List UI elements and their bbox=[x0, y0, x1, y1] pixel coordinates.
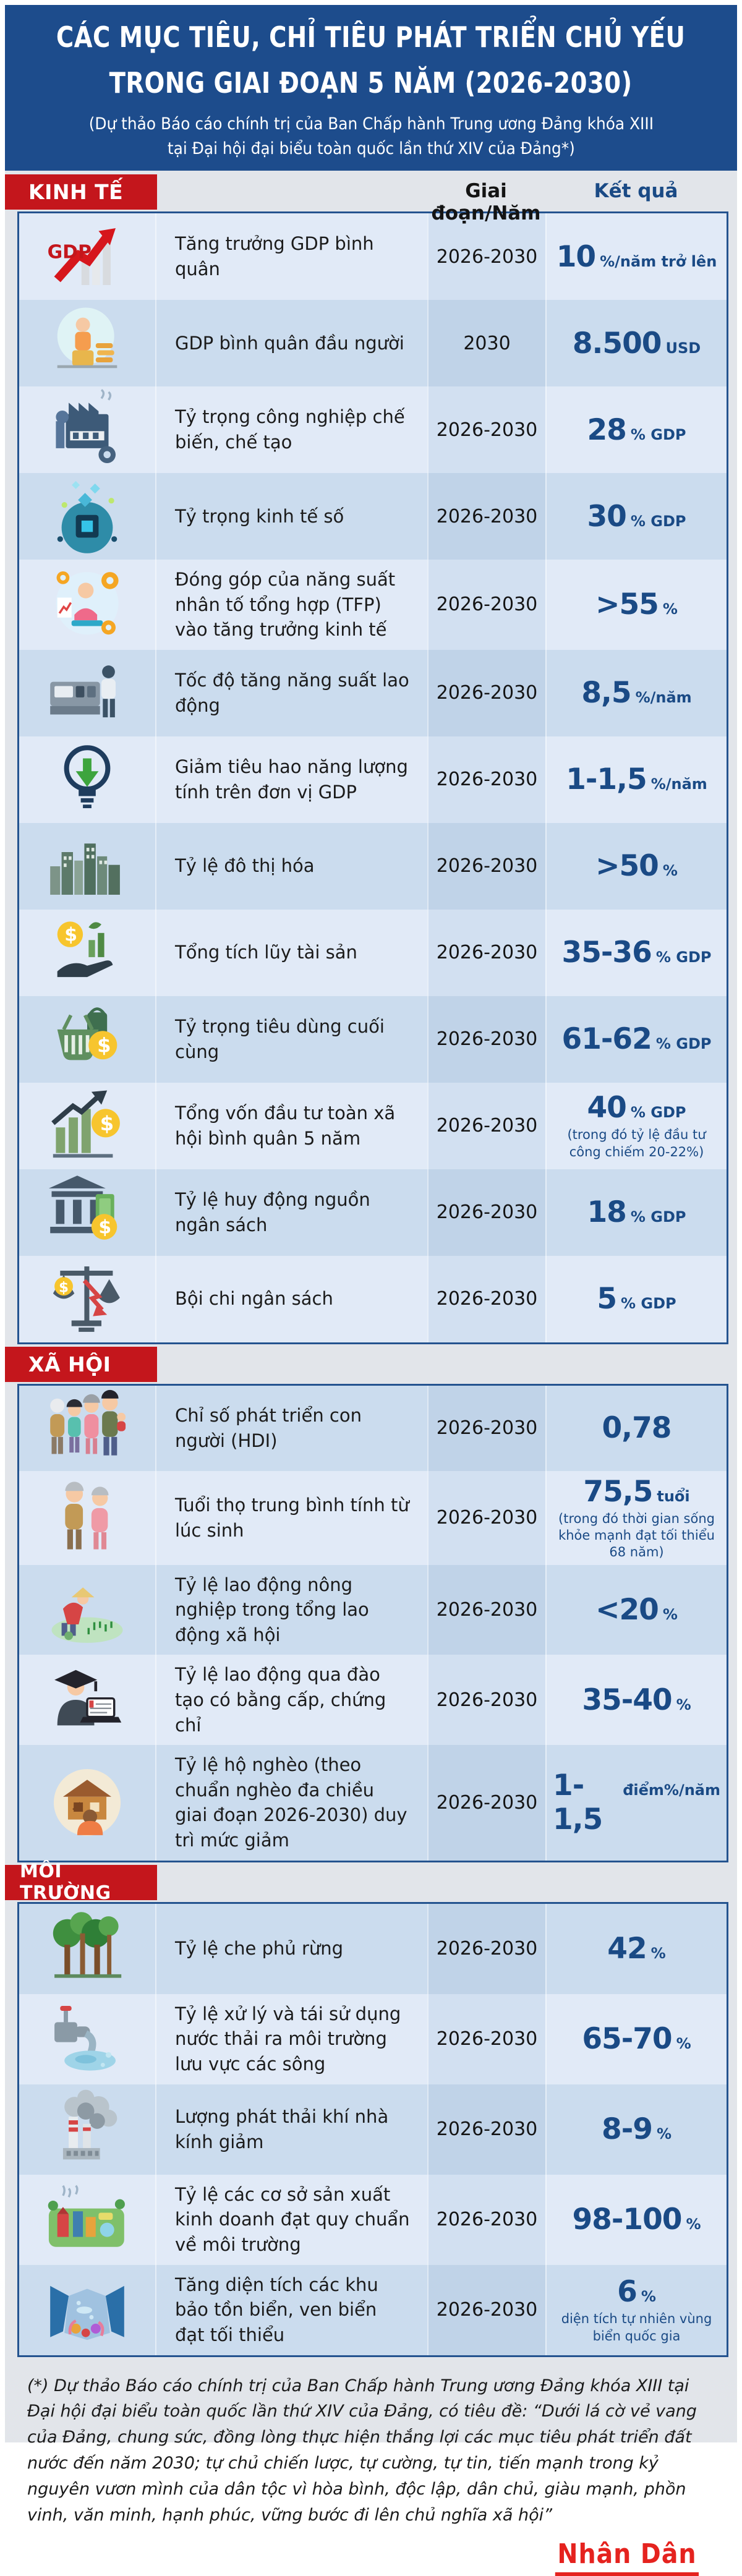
result-main bbox=[587, 1091, 686, 1125]
label-cell bbox=[155, 1083, 427, 1169]
table-row bbox=[19, 1386, 727, 1471]
label-cell bbox=[155, 213, 427, 300]
svg-text:$: $ bbox=[64, 924, 78, 946]
result-unit: % GDP bbox=[655, 1035, 712, 1053]
indicator-label: Tỷ lệ lao động qua đào tạo có bằng cấp, chứng chỉ bbox=[175, 1664, 386, 1736]
result-cell bbox=[545, 1565, 727, 1655]
result-main bbox=[587, 500, 686, 534]
period-value: 2030 bbox=[463, 332, 511, 354]
page-title-line2: TRONG GIAI ĐOẠN 5 NĂM (2026-2030) bbox=[109, 66, 633, 100]
period-cell bbox=[427, 560, 545, 650]
result-value: 40 bbox=[587, 1091, 626, 1125]
period-cell bbox=[427, 386, 545, 473]
result-value: 8.500 bbox=[572, 326, 662, 360]
period-cell bbox=[427, 736, 545, 823]
icon-cell bbox=[19, 1169, 155, 1256]
table-row bbox=[19, 1565, 727, 1655]
result-main bbox=[582, 2022, 691, 2056]
result-main bbox=[573, 326, 701, 360]
section-title: MÔI TRƯỜNG bbox=[20, 1861, 111, 1904]
period-cell bbox=[427, 1994, 545, 2084]
indicator-label: Tỷ lệ đô thị hóa bbox=[175, 855, 315, 877]
period-cell bbox=[427, 1386, 545, 1471]
result-main bbox=[587, 413, 686, 447]
result-unit: % GDP bbox=[630, 512, 686, 530]
result-main bbox=[582, 1683, 691, 1717]
icon-cell bbox=[19, 1655, 155, 1745]
period-cell bbox=[427, 1083, 545, 1169]
section-kinh-te bbox=[5, 174, 737, 1344]
column-header-period: Giai đoạn/Năm bbox=[431, 180, 541, 224]
indicator-label: Lượng phát thải khí nhà kính giảm bbox=[175, 2106, 389, 2152]
label-cell bbox=[155, 1471, 427, 1565]
result-main bbox=[607, 1932, 665, 1966]
result-main bbox=[595, 587, 678, 621]
label-cell bbox=[155, 2084, 427, 2175]
indicator-label: Tỷ lệ hộ nghèo (theo chuẩn nghèo đa chiều giai đoạn 2026-2030) duy trì mức giảm bbox=[175, 1754, 407, 1851]
period-value: 2026-2030 bbox=[436, 1507, 538, 1529]
wastewater-icon bbox=[45, 1997, 130, 2082]
urbanization-icon bbox=[45, 824, 130, 909]
icon-cell bbox=[19, 1256, 155, 1342]
result-cell bbox=[545, 386, 727, 473]
life-expectancy-icon bbox=[45, 1475, 130, 1561]
indicator-label: Tăng trưởng GDP bình quân bbox=[175, 233, 374, 279]
consumption-icon bbox=[45, 997, 130, 1082]
section-badge bbox=[5, 1861, 157, 1904]
icon-cell bbox=[19, 560, 155, 650]
icon-cell bbox=[19, 736, 155, 823]
indicator-label: Tỷ trọng tiêu dùng cuối cùng bbox=[175, 1016, 385, 1062]
period-value: 2026-2030 bbox=[436, 1938, 538, 1960]
indicator-label: Bội chi ngân sách bbox=[175, 1288, 333, 1310]
section-badge bbox=[5, 1347, 157, 1382]
result-cell bbox=[545, 996, 727, 1083]
forest-icon bbox=[45, 1906, 130, 1992]
state-budget-icon bbox=[45, 1170, 130, 1255]
period-value: 2026-2030 bbox=[436, 505, 538, 527]
icon-cell bbox=[19, 2175, 155, 2265]
result-unit: % bbox=[662, 862, 678, 880]
sections-container bbox=[5, 174, 737, 2357]
result-unit: % GDP bbox=[630, 1104, 686, 1122]
result-unit: % bbox=[662, 1606, 678, 1624]
section-head bbox=[5, 1861, 737, 1904]
result-value: 75,5 bbox=[583, 1474, 653, 1509]
result-cell bbox=[545, 1994, 727, 2084]
result-value: 65-70 bbox=[582, 2022, 672, 2057]
result-main bbox=[595, 1593, 678, 1627]
indicator-label: Tỷ lệ che phủ rừng bbox=[175, 1938, 344, 1960]
result-main bbox=[583, 1475, 689, 1509]
label-cell bbox=[155, 1386, 427, 1471]
period-value: 2026-2030 bbox=[436, 2028, 538, 2050]
table-row bbox=[19, 1471, 727, 1565]
icon-cell bbox=[19, 386, 155, 473]
result-unit: %/năm trở lên bbox=[600, 252, 717, 270]
indicator-label: Tỷ trọng công nghiệp chế biến, chế tạo bbox=[175, 406, 405, 453]
icon-cell bbox=[19, 823, 155, 910]
period-value: 2026-2030 bbox=[436, 1599, 538, 1621]
result-value: 28 bbox=[587, 412, 626, 447]
page-subtitle bbox=[88, 112, 653, 160]
result-unit: % GDP bbox=[655, 949, 712, 966]
logo-row bbox=[27, 2538, 699, 2576]
icon-cell bbox=[19, 473, 155, 560]
period-value: 2026-2030 bbox=[436, 1201, 538, 1224]
result-cell bbox=[545, 2084, 727, 2175]
period-value: 2026-2030 bbox=[436, 1689, 538, 1711]
result-main bbox=[597, 1282, 676, 1316]
table-row bbox=[19, 736, 727, 823]
label-cell bbox=[155, 2175, 427, 2265]
table-row bbox=[19, 996, 727, 1083]
result-value: 35-36 bbox=[561, 936, 652, 970]
period-cell bbox=[427, 213, 545, 300]
icon-cell bbox=[19, 1386, 155, 1471]
table-row bbox=[19, 300, 727, 386]
footer bbox=[5, 2357, 737, 2576]
poor-household-icon bbox=[45, 1760, 130, 1845]
label-cell bbox=[155, 2265, 427, 2355]
icon-cell bbox=[19, 1471, 155, 1565]
result-unit: % GDP bbox=[630, 1208, 686, 1226]
energy-saving-icon bbox=[45, 737, 130, 822]
table-row bbox=[19, 1655, 727, 1745]
result-unit: % bbox=[641, 2288, 656, 2306]
result-main bbox=[587, 1195, 686, 1229]
table-row bbox=[19, 2175, 727, 2265]
table-row bbox=[19, 2084, 727, 2175]
page-subtitle-line2: tại Đại hội đại biểu toàn quốc lần thứ XIV của Đảng*) bbox=[167, 139, 575, 158]
result-main bbox=[572, 2203, 701, 2237]
hdi-family-icon bbox=[45, 1386, 130, 1471]
period-cell bbox=[427, 2265, 545, 2355]
section-head bbox=[5, 174, 737, 224]
result-value: 8,5 bbox=[581, 676, 631, 710]
label-cell bbox=[155, 560, 427, 650]
section-xa-hoi bbox=[5, 1347, 737, 1862]
period-cell bbox=[427, 1256, 545, 1342]
result-value: 61-62 bbox=[561, 1022, 652, 1057]
table-row bbox=[19, 1256, 727, 1342]
header bbox=[5, 5, 737, 171]
result-value: 42 bbox=[607, 1932, 647, 1966]
icon-cell bbox=[19, 1083, 155, 1169]
result-cell bbox=[545, 2265, 727, 2355]
result-value: 8-9 bbox=[602, 2112, 652, 2147]
result-cell bbox=[545, 910, 727, 996]
label-cell bbox=[155, 473, 427, 560]
investment-icon bbox=[45, 1083, 130, 1169]
icon-cell bbox=[19, 213, 155, 300]
indicator-label: Tỷ lệ lao động nông nghiệp trong tổng lao động xã hội bbox=[175, 1574, 369, 1645]
result-cell bbox=[545, 1083, 727, 1169]
result-unit: %/năm bbox=[650, 775, 707, 793]
nhandan-logo: Nhân Dân bbox=[555, 2538, 699, 2576]
result-cell bbox=[545, 736, 727, 823]
table-row bbox=[19, 910, 727, 996]
section-head bbox=[5, 1347, 737, 1384]
section-title: XÃ HỘI bbox=[28, 1352, 111, 1376]
label-cell bbox=[155, 1655, 427, 1745]
svg-text:$: $ bbox=[98, 1216, 112, 1239]
result-cell bbox=[545, 1745, 727, 1860]
indicator-label: Tốc độ tăng năng suất lao động bbox=[175, 670, 409, 716]
indicator-label: Tăng diện tích các khu bảo tồn biển, ven biển đạt tối thiểu bbox=[175, 2274, 378, 2345]
result-main bbox=[562, 1022, 712, 1056]
result-cell bbox=[545, 1655, 727, 1745]
result-value: 35-40 bbox=[582, 1683, 672, 1717]
period-value: 2026-2030 bbox=[436, 2209, 538, 2231]
period-cell bbox=[427, 2084, 545, 2175]
result-main bbox=[602, 1411, 672, 1445]
icon-cell bbox=[19, 300, 155, 386]
period-value: 2026-2030 bbox=[436, 419, 538, 441]
result-value: 98-100 bbox=[572, 2203, 682, 2237]
result-value: 10 bbox=[556, 239, 596, 274]
indicator-table bbox=[17, 211, 728, 1344]
indicator-label: Tỷ lệ xử lý và tái sử dụng nước thải ra môi trường lưu vực các sông bbox=[175, 2003, 401, 2075]
result-unit: % GDP bbox=[621, 1295, 676, 1313]
period-value: 2026-2030 bbox=[436, 245, 538, 268]
result-main bbox=[595, 849, 678, 883]
result-unit: USD bbox=[665, 339, 701, 357]
icon-cell bbox=[19, 1745, 155, 1860]
table-row bbox=[19, 2265, 727, 2355]
asset-accumulation-icon bbox=[45, 910, 130, 996]
result-main bbox=[562, 936, 712, 970]
indicator-label: GDP bình quân đầu người bbox=[175, 332, 404, 354]
result-value: 0,78 bbox=[602, 1411, 672, 1446]
icon-cell bbox=[19, 1904, 155, 1994]
result-cell bbox=[545, 1256, 727, 1342]
table-row bbox=[19, 823, 727, 910]
svg-text:GDP: GDP bbox=[47, 241, 92, 263]
result-unit: % bbox=[650, 1945, 666, 1963]
period-value: 2026-2030 bbox=[436, 594, 538, 616]
period-cell bbox=[427, 910, 545, 996]
result-unit: % bbox=[686, 2216, 701, 2233]
icon-cell bbox=[19, 996, 155, 1083]
indicator-label: Tỷ lệ huy động nguồn ngân sách bbox=[175, 1189, 370, 1235]
table-row bbox=[19, 560, 727, 650]
period-value: 2026-2030 bbox=[436, 682, 538, 704]
result-value: 30 bbox=[587, 499, 626, 534]
period-value: 2026-2030 bbox=[436, 1417, 538, 1439]
result-main bbox=[553, 1768, 720, 1836]
result-unit: % bbox=[656, 2125, 672, 2143]
label-cell bbox=[155, 650, 427, 736]
result-value: 6 bbox=[617, 2275, 637, 2309]
table-row bbox=[19, 1994, 727, 2084]
period-value: 2026-2030 bbox=[436, 1115, 538, 1137]
digital-economy-icon bbox=[45, 474, 130, 559]
result-main bbox=[602, 2112, 672, 2146]
period-value: 2026-2030 bbox=[436, 942, 538, 964]
label-cell bbox=[155, 1256, 427, 1342]
period-cell bbox=[427, 300, 545, 386]
result-main bbox=[581, 676, 691, 710]
section-title: KINH TẾ bbox=[28, 180, 124, 204]
result-unit: % bbox=[676, 1695, 691, 1713]
indicator-label: Chỉ số phát triển con người (HDI) bbox=[175, 1405, 362, 1451]
table-row bbox=[19, 213, 727, 300]
manufacturing-icon bbox=[45, 387, 130, 472]
table-row bbox=[19, 386, 727, 473]
result-note: diện tích tự nhiên vùng biển quốc gia bbox=[561, 2311, 712, 2344]
tfp-icon bbox=[45, 562, 130, 647]
gdp-growth-icon bbox=[45, 214, 130, 299]
period-value: 2026-2030 bbox=[436, 1028, 538, 1051]
icon-cell bbox=[19, 650, 155, 736]
icon-cell bbox=[19, 910, 155, 996]
indicator-table bbox=[17, 1384, 728, 1862]
table-row bbox=[19, 1904, 727, 1994]
period-value: 2026-2030 bbox=[436, 1288, 538, 1310]
page-title bbox=[56, 15, 685, 106]
period-cell bbox=[427, 2175, 545, 2265]
icon-cell bbox=[19, 1994, 155, 2084]
result-cell bbox=[545, 1386, 727, 1471]
label-cell bbox=[155, 1565, 427, 1655]
budget-deficit-icon bbox=[45, 1256, 130, 1342]
agriculture-labor-icon bbox=[45, 1567, 130, 1653]
emissions-icon bbox=[45, 2087, 130, 2172]
period-cell bbox=[427, 1655, 545, 1745]
table-row bbox=[19, 650, 727, 736]
marine-reserve-icon bbox=[45, 2267, 130, 2353]
result-cell bbox=[545, 560, 727, 650]
result-main bbox=[617, 2275, 656, 2309]
label-cell bbox=[155, 1904, 427, 1994]
period-cell bbox=[427, 1565, 545, 1655]
result-value: >55 bbox=[595, 587, 659, 622]
svg-text:$: $ bbox=[100, 1111, 114, 1135]
result-main bbox=[566, 762, 707, 796]
svg-text:$: $ bbox=[97, 1033, 111, 1057]
label-cell bbox=[155, 996, 427, 1083]
table-row bbox=[19, 1169, 727, 1256]
period-value: 2026-2030 bbox=[436, 2299, 538, 2321]
result-cell bbox=[545, 1471, 727, 1565]
period-cell bbox=[427, 650, 545, 736]
result-unit: điểm%/năm bbox=[623, 1781, 720, 1799]
period-value: 2026-2030 bbox=[436, 855, 538, 877]
indicator-label: Giảm tiêu hao năng lượng tính trên đơn vị GDP bbox=[175, 756, 408, 803]
indicator-label: Tỷ trọng kinh tế số bbox=[175, 505, 344, 527]
result-main bbox=[556, 240, 717, 274]
period-cell bbox=[427, 823, 545, 910]
indicator-label: Tỷ lệ các cơ sở sản xuất kinh doanh đạt quy chuẩn về môi trường bbox=[175, 2183, 410, 2255]
indicator-label: Đóng góp của năng suất nhân tố tổng hợp (TFP) vào tăng trưởng kinh tế bbox=[175, 569, 396, 641]
table-row bbox=[19, 1083, 727, 1169]
label-cell bbox=[155, 386, 427, 473]
svg-text:$: $ bbox=[59, 1279, 69, 1296]
icon-cell bbox=[19, 2084, 155, 2175]
result-note: (trong đó tỷ lệ đầu tư công chiếm 20-22%) bbox=[567, 1127, 706, 1159]
table-row bbox=[19, 473, 727, 560]
result-value: 1-1,5 bbox=[566, 762, 647, 797]
result-unit: % bbox=[676, 2035, 691, 2053]
result-cell bbox=[545, 823, 727, 910]
labor-productivity-icon bbox=[45, 650, 130, 736]
gdp-per-capita-icon bbox=[45, 301, 130, 386]
indicator-label: Tuổi thọ trung bình tính từ lúc sinh bbox=[175, 1495, 409, 1541]
label-cell bbox=[155, 910, 427, 996]
result-value: 1-1,5 bbox=[553, 1768, 603, 1837]
icon-cell bbox=[19, 1565, 155, 1655]
period-cell bbox=[427, 473, 545, 560]
label-cell bbox=[155, 736, 427, 823]
page-subtitle-line1: (Dự thảo Báo cáo chính trị của Ban Chấp hành Trung ương Đảng khóa XIII bbox=[88, 114, 654, 134]
label-cell bbox=[155, 1169, 427, 1256]
section-moi-truong bbox=[5, 1861, 737, 2357]
label-cell bbox=[155, 1994, 427, 2084]
result-cell bbox=[545, 473, 727, 560]
trained-labor-icon bbox=[45, 1657, 130, 1742]
result-value: 18 bbox=[587, 1195, 626, 1230]
table-row bbox=[19, 1745, 727, 1860]
result-cell bbox=[545, 1169, 727, 1256]
period-value: 2026-2030 bbox=[436, 2118, 538, 2141]
result-cell bbox=[545, 300, 727, 386]
indicator-label: Tổng vốn đầu tư toàn xã hội bình quân 5 năm bbox=[175, 1102, 396, 1149]
period-cell bbox=[427, 1904, 545, 1994]
result-cell bbox=[545, 1904, 727, 1994]
result-unit: % bbox=[662, 600, 678, 618]
period-cell bbox=[427, 996, 545, 1083]
result-note: (trong đó thời gian sống khỏe mạnh đạt tối thiểu 68 năm) bbox=[558, 1511, 715, 1560]
result-unit: % GDP bbox=[630, 425, 686, 443]
period-cell bbox=[427, 1169, 545, 1256]
period-value: 2026-2030 bbox=[436, 1791, 538, 1814]
result-value: <20 bbox=[595, 1593, 659, 1627]
column-headers bbox=[5, 174, 737, 224]
result-cell bbox=[545, 213, 727, 300]
period-value: 2026-2030 bbox=[436, 769, 538, 791]
eco-factory-icon bbox=[45, 2177, 130, 2263]
column-header-result: Kết quả bbox=[594, 180, 678, 202]
result-cell bbox=[545, 2175, 727, 2265]
label-cell bbox=[155, 300, 427, 386]
result-value: 5 bbox=[597, 1282, 617, 1316]
result-unit: %/năm bbox=[635, 689, 692, 707]
result-unit: tuổi bbox=[657, 1487, 690, 1505]
label-cell bbox=[155, 823, 427, 910]
indicator-table bbox=[17, 1902, 728, 2357]
icon-cell bbox=[19, 2265, 155, 2355]
indicator-label: Tổng tích lũy tài sản bbox=[175, 942, 357, 963]
label-cell bbox=[155, 1745, 427, 1860]
period-cell bbox=[427, 1745, 545, 1860]
result-cell bbox=[545, 650, 727, 736]
period-cell bbox=[427, 1471, 545, 1565]
result-value: >50 bbox=[595, 849, 659, 884]
page-title-line1: CÁC MỤC TIÊU, CHỈ TIÊU PHÁT TRIỂN CHỦ YẾU bbox=[56, 20, 686, 54]
infographic-canvas bbox=[5, 5, 737, 2570]
footnote-text: (*) Dự thảo Báo cáo chính trị của Ban Chấp hành Trung ương Đảng khóa XIII tại Đại hội đại biểu toàn quốc lần thứ XIV của Đảng, có tiêu đề: “Dưới lá cờ vẻ vang của Đảng, chung sức, đồng lòng thực hiện thắng lợi các mục tiêu phát triển đất nước đến năm 2030; tự chủ chiến lược, tự cường, tự tin, tiến mạnh trong kỷ nguyên vươn mình của dân tộc vì hòa bình, độc lập, dân chủ, giàu mạnh, phồn vinh, văn minh, hạnh phúc, vững bước đi lên chủ nghĩa xã hội” bbox=[27, 2376, 697, 2525]
